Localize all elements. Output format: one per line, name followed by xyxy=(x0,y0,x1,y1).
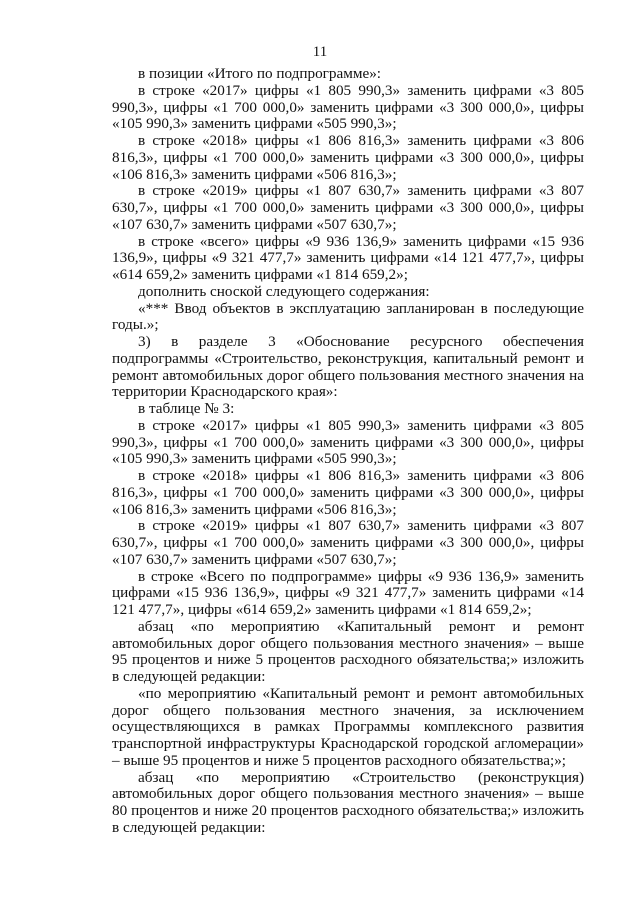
page-number: 11 xyxy=(312,44,328,60)
paragraph: дополнить сноской следующего содержания: xyxy=(138,282,430,300)
paragraph: «по мероприятию «Капитальный ремонт и ремонт автомобильных дорог общего пользования местного значения, за исключением осуществляющихся в рамках Программы комплексного развития транспортной инфраструктуры Краснодарской городской агломерации» – выше 95 процентов и ниже 5 процентов расходного обязательства;»; xyxy=(112,684,584,769)
paragraph: абзац «по мероприятию «Строительство (реконструкция) автомобильных дорог общего пользования местного значения» – выше 80 процентов и ниже 20 процентов расходного обязательства;» изложить в следующей редакции: xyxy=(112,768,584,836)
paragraph: в строке «2019» цифры «1 807 630,7» заменить цифрами «3 807 630,7», цифры «1 700 000,0» заменить цифрами «3 300 000,0», цифры «107 630,7» заменить цифрами «507 630,7»; xyxy=(112,517,584,568)
paragraph: в позиции «Итого по подпрограмме»: xyxy=(138,65,382,82)
paragraph: в строке «Всего по подпрограмме» цифры «9 936 136,9» заменить цифрами «15 936 136,9», цифры «9 321 477,7» заменить цифрами «14 121 477,7», цифры «614 659,2» заменить цифрами «1 814 659,2»; xyxy=(112,567,584,618)
paragraph: абзац «по мероприятию «Капитальный ремонт и ремонт автомобильных дорог общего пользования местного значения» – выше 95 процентов и ниже 5 процентов расходного обязательства;» изложить в следующей редакции: xyxy=(112,617,584,685)
paragraph: в строке «2019» цифры «1 807 630,7» заменить цифрами «3 807 630,7», цифры «1 700 000,0» заменить цифрами «3 300 000,0», цифры «107 630,7» заменить цифрами «507 630,7»; xyxy=(112,182,584,233)
paragraph: в строке «всего» цифры «9 936 136,9» заменить цифрами «15 936 136,9», цифры «9 321 477,7» заменить цифрами «14 121 477,7», цифры «614 659,2» заменить цифрами «1 814 659,2»; xyxy=(112,232,584,283)
paragraph: в таблице № 3: xyxy=(138,400,235,417)
paragraph: в строке «2018» цифры «1 806 816,3» заменить цифрами «3 806 816,3», цифры «1 700 000,0» заменить цифрами «3 300 000,0», цифры «106 816,3» заменить цифрами «506 816,3»; xyxy=(112,132,584,183)
paragraph: «*** Ввод объектов в эксплуатацию запланирован в последующие годы.»; xyxy=(112,299,584,334)
paragraph: в строке «2018» цифры «1 806 816,3» заменить цифрами «3 806 816,3», цифры «1 700 000,0» заменить цифрами «3 300 000,0», цифры «106 816,3» заменить цифрами «506 816,3»; xyxy=(112,467,584,518)
paragraph: в строке «2017» цифры «1 805 990,3» заменить цифрами «3 805 990,3», цифры «1 700 000,0» заменить цифрами «3 300 000,0», цифры «105 990,3» заменить цифрами «505 990,3»; xyxy=(112,416,584,468)
paragraph: в строке «2017» цифры «1 805 990,3» заменить цифрами «3 805 990,3», цифры «1 700 000,0» заменить цифрами «3 300 000,0», цифры «105 990,3» заменить цифрами «505 990,3»; xyxy=(112,81,584,133)
document-body xyxy=(112,66,584,837)
paragraph: 3) в разделе 3 «Обоснование ресурсного обеспечения подпрограммы «Строительство, реконструкция, капитальный ремонт и ремонт автомобильных дорог общего пользования местного значения на территории Краснодарского края»: xyxy=(112,333,584,401)
